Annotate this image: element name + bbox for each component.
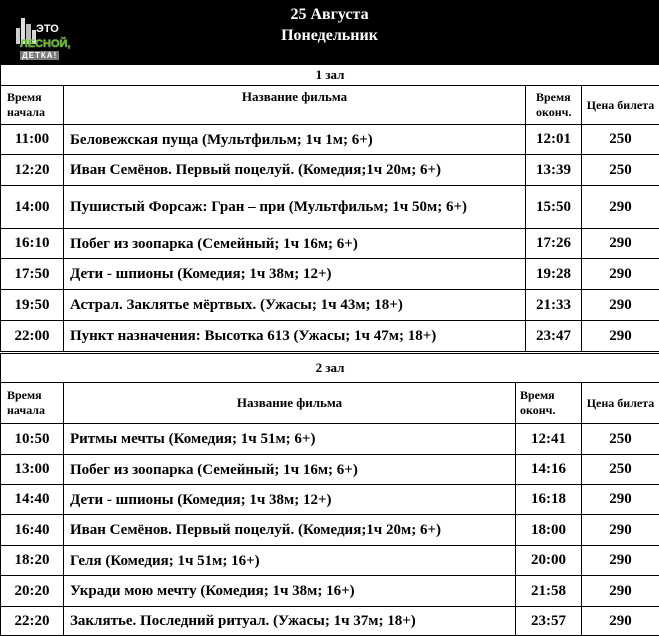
session-end: 19:28 (526, 259, 582, 290)
schedule-header (0, 0, 659, 64)
hall-1-table (0, 64, 659, 352)
session-title: Пункт назначения: Высотка 613 (Ужасы; 1ч 47м; 18+) (64, 321, 526, 352)
session-end: 21:58 (516, 576, 582, 607)
session-price: 290 (582, 546, 659, 576)
session-title: Беловежская пуща (Мультфильм; 1ч 1м; 6+) (64, 125, 526, 155)
session-end: 12:41 (516, 424, 582, 455)
session-row (1, 576, 659, 607)
session-price: 290 (582, 515, 659, 546)
schedule-weekday: Понедельник (0, 27, 659, 45)
column-header-end: Время оконч. (526, 86, 582, 125)
session-end: 15:50 (526, 186, 582, 229)
session-start: 20:20 (1, 576, 64, 607)
session-title: Астрал. Заклятье мёртвых. (Ужасы; 1ч 43м; 18+) (64, 290, 526, 321)
session-price: 250 (582, 125, 659, 155)
column-header-end: Время оконч. (516, 383, 582, 424)
session-price: 290 (582, 485, 659, 515)
session-title: Иван Семёнов. Первый поцелуй. (Комедия;1ч 20м; 6+) (64, 155, 526, 186)
session-row (1, 155, 659, 186)
hall-title: 1 зал (1, 65, 659, 86)
session-start: 14:00 (1, 186, 64, 229)
column-header-start: Время начала (1, 86, 64, 125)
session-title: Дети - шпионы (Комедия; 1ч 38м; 12+) (64, 485, 516, 515)
session-title: Побег из зоопарка (Семейный; 1ч 16м; 6+) (64, 455, 516, 485)
column-header-price: Цена билета (582, 383, 659, 424)
column-header-title: Название фильма (64, 86, 526, 125)
session-start: 12:20 (1, 155, 64, 186)
session-start: 19:50 (1, 290, 64, 321)
session-start: 22:00 (1, 321, 64, 352)
session-start: 16:10 (1, 229, 64, 259)
session-end: 16:18 (516, 485, 582, 515)
session-start: 18:20 (1, 546, 64, 576)
column-header-price: Цена билета (582, 86, 659, 125)
session-row (1, 424, 659, 455)
logo-line-2: ЛЕСНОЙ, (20, 38, 70, 50)
session-end: 23:47 (526, 321, 582, 352)
session-price: 290 (582, 290, 659, 321)
session-end: 14:16 (516, 455, 582, 485)
session-title: Пушистый Форсаж: Гран – при (Мультфильм; 1ч 50м; 6+) (64, 186, 526, 229)
session-price: 250 (582, 424, 659, 455)
session-title: Ритмы мечты (Комедия; 1ч 51м; 6+) (64, 424, 516, 455)
session-row (1, 290, 659, 321)
session-end: 13:39 (526, 155, 582, 186)
session-title: Укради мою мечту (Комедия; 1ч 38м; 16+) (64, 576, 516, 607)
session-price: 250 (582, 155, 659, 186)
session-title: Геля (Комедия; 1ч 51м; 16+) (64, 546, 516, 576)
session-row (1, 125, 659, 155)
session-row (1, 455, 659, 485)
session-start: 17:50 (1, 259, 64, 290)
column-header-start: Время начала (1, 383, 64, 424)
schedule-date: 25 Августа (0, 6, 659, 24)
session-title: Дети - шпионы (Комедия; 1ч 38м; 12+) (64, 259, 526, 290)
session-row (1, 186, 659, 229)
session-title: Побег из зоопарка (Семейный; 1ч 16м; 6+) (64, 229, 526, 259)
session-price: 290 (582, 259, 659, 290)
session-row (1, 546, 659, 576)
session-start: 22:20 (1, 607, 64, 636)
session-row (1, 229, 659, 259)
session-row (1, 485, 659, 515)
column-header-title: Название фильма (64, 383, 516, 424)
logo-line-3: ДЕТКА! (20, 51, 59, 60)
session-row (1, 259, 659, 290)
session-start: 16:40 (1, 515, 64, 546)
session-start: 14:40 (1, 485, 64, 515)
session-start: 10:50 (1, 424, 64, 455)
session-end: 21:33 (526, 290, 582, 321)
hall-2-table (0, 353, 659, 636)
session-end: 20:00 (516, 546, 582, 576)
session-row (1, 321, 659, 352)
session-end: 17:26 (526, 229, 582, 259)
session-price: 290 (582, 607, 659, 636)
logo-line-1: ЭТО (36, 23, 59, 35)
session-row (1, 607, 659, 636)
session-end: 23:57 (516, 607, 582, 636)
session-end: 18:00 (516, 515, 582, 546)
session-start: 11:00 (1, 125, 64, 155)
session-title: Иван Семёнов. Первый поцелуй. (Комедия;1ч 20м; 6+) (64, 515, 516, 546)
session-price: 290 (582, 321, 659, 352)
session-row (1, 515, 659, 546)
session-price: 290 (582, 186, 659, 229)
session-price: 250 (582, 455, 659, 485)
session-price: 290 (582, 576, 659, 607)
session-end: 12:01 (526, 125, 582, 155)
session-price: 290 (582, 229, 659, 259)
session-title: Заклятье. Последний ритуал. (Ужасы; 1ч 37м; 18+) (64, 607, 516, 636)
hall-title: 2 зал (1, 354, 659, 383)
session-start: 13:00 (1, 455, 64, 485)
